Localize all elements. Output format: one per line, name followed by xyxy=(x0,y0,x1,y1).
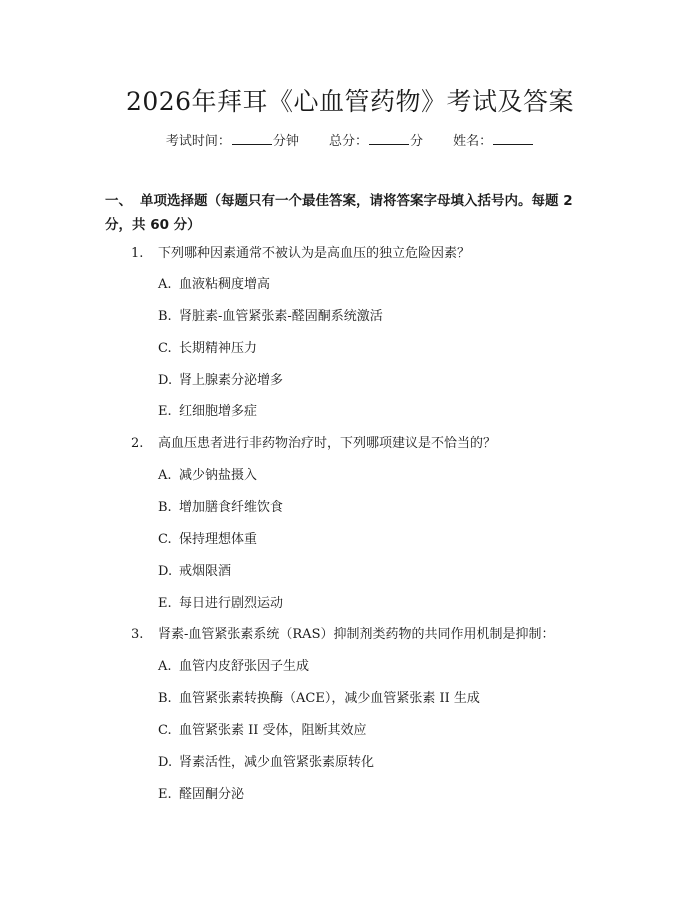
option-letter: D. xyxy=(158,373,173,388)
option-letter: E. xyxy=(158,596,172,611)
exam-meta xyxy=(0,130,700,149)
option-letter: B. xyxy=(158,500,172,515)
option-text: 增加膳食纤维饮食 xyxy=(179,500,284,515)
page-title: 2026年拜耳《心血管药物》考试及答案 xyxy=(125,87,575,116)
question-text: 肾素-血管紧张素系统（RAS）抑制剂类药物的共同作用机制是抑制： xyxy=(158,627,555,642)
option-letter: A. xyxy=(158,277,172,292)
option-letter: D. xyxy=(158,755,173,770)
option-1a xyxy=(158,276,270,294)
exam-time-label: 考试时间： xyxy=(165,134,231,149)
option-text: 每日进行剧烈运动 xyxy=(179,596,284,611)
option-text: 红细胞增多症 xyxy=(179,404,258,419)
option-3c xyxy=(158,722,367,740)
name-label: 姓名： xyxy=(453,134,493,149)
option-letter: C. xyxy=(158,341,172,356)
option-text: 醛固酮分泌 xyxy=(179,787,245,802)
total-score-label: 总分： xyxy=(328,134,368,149)
option-text: 肾上腺素分泌增多 xyxy=(179,373,284,388)
question-2 xyxy=(131,435,496,453)
section-number: 一、 xyxy=(105,193,132,209)
total-score-unit: 分 xyxy=(410,134,424,149)
option-text: 肾素活性，减少血管紧张素原转化 xyxy=(179,755,375,770)
section-heading xyxy=(105,189,600,237)
option-text: 减少钠盐摄入 xyxy=(179,468,258,483)
option-letter: A. xyxy=(158,659,172,674)
total-score-blank xyxy=(369,132,409,145)
option-letter: E. xyxy=(158,787,172,802)
option-letter: C. xyxy=(158,723,172,738)
question-number: 3. xyxy=(131,627,144,642)
option-3e xyxy=(158,786,244,804)
total-score-field xyxy=(329,130,423,149)
option-letter: C. xyxy=(158,532,172,547)
exam-time-field xyxy=(166,130,299,149)
option-text: 血管内皮舒张因子生成 xyxy=(179,659,310,674)
option-1c xyxy=(158,340,257,358)
option-3a xyxy=(158,658,309,676)
exam-time-blank xyxy=(232,132,272,145)
option-text: 血液粘稠度增高 xyxy=(179,277,271,292)
option-text: 长期精神压力 xyxy=(179,341,258,356)
option-2c xyxy=(158,531,257,549)
question-text: 高血压患者进行非药物治疗时，下列哪项建议是不恰当的？ xyxy=(158,436,497,451)
option-3d xyxy=(158,754,374,772)
question-3 xyxy=(131,626,554,644)
option-text: 血管紧张素转换酶（ACE），减少血管紧张素 II 生成 xyxy=(179,691,480,706)
option-2b xyxy=(158,499,283,517)
option-letter: B. xyxy=(158,309,172,324)
option-letter: B. xyxy=(158,691,172,706)
name-blank xyxy=(493,132,533,145)
option-text: 血管紧张素 II 受体，阻断其效应 xyxy=(179,723,367,738)
name-field xyxy=(453,130,534,149)
option-text: 肾脏素-血管紧张素-醛固酮系统激活 xyxy=(179,309,383,324)
question-number: 1. xyxy=(131,246,144,261)
option-letter: A. xyxy=(158,468,172,483)
option-2e xyxy=(158,595,283,613)
option-1e xyxy=(158,403,257,421)
option-3b xyxy=(158,690,480,708)
option-letter: E. xyxy=(158,404,172,419)
question-text: 下列哪种因素通常不被认为是高血压的独立危险因素？ xyxy=(158,246,471,261)
question-number: 2. xyxy=(131,436,144,451)
section-text: 单项选择题（每题只有一个最佳答案，请将答案字母填入括号内。每题 2 分，共 60 分） xyxy=(105,193,573,233)
option-2d xyxy=(158,563,231,581)
exam-time-unit: 分钟 xyxy=(272,134,299,149)
option-letter: D. xyxy=(158,564,173,579)
option-text: 保持理想体重 xyxy=(179,532,258,547)
option-text: 戒烟限酒 xyxy=(179,564,232,579)
question-1 xyxy=(131,245,470,263)
option-1b xyxy=(158,308,383,326)
option-1d xyxy=(158,372,283,390)
option-2a xyxy=(158,467,257,485)
